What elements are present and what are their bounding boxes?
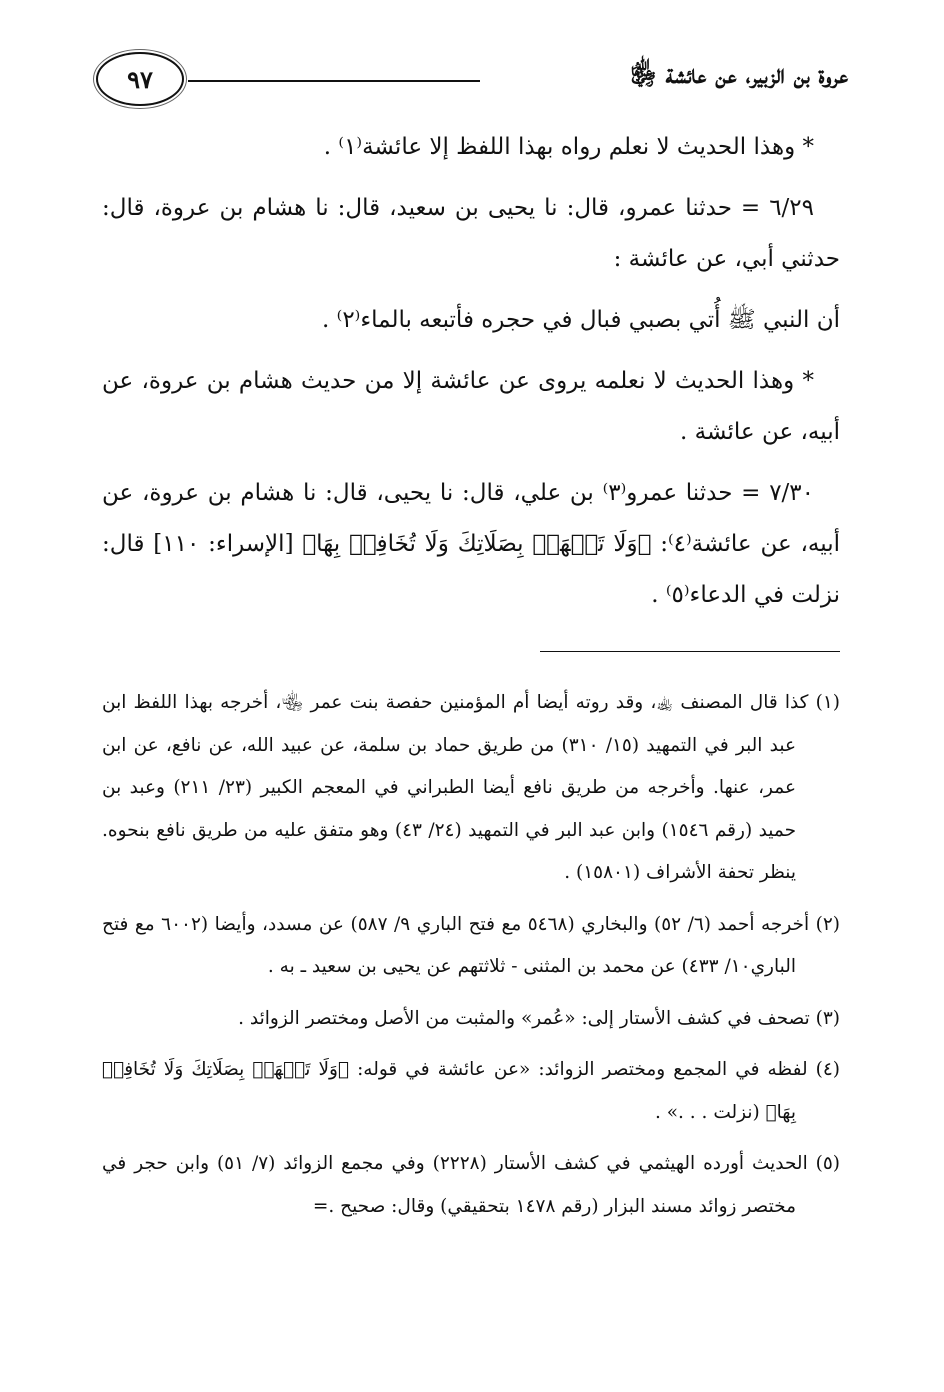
running-title: عروة بن الزبير، عن عائشة ﵂	[630, 60, 848, 90]
page-header	[96, 52, 848, 110]
main-text	[102, 122, 840, 631]
hadith-30: ٧/٣٠ = حدثنا عمرو⁽٣⁾ بن علي، قال: نا يحيى، قال: نا هشام بن عروة، عن أبيه، عن عائشة⁽٤⁾: ﴿وَلَا تَجۡهَرۡ بِصَلَاتِكَ وَلَا تُخَافِتۡ بِهَا﴾ [الإسراء: ١١٠] قال: نزلت في الدعاء⁽٥⁾ .	[102, 480, 840, 608]
paragraph-3: أن النبي ﷺ أُتي بصبي فبال في حجره فأتبعه بالماء⁽٢⁾ .	[322, 307, 840, 333]
footnote-4: (٤) لفظه في المجمع ومختصر الزوائد: «عن عائشة في قوله: ﴿وَلَا تَجۡهَرۡ بِصَلَاتِكَ وَلَا تُخَافِتۡ بِهَا﴾ (نزلت . . .» .	[102, 1059, 840, 1123]
footnote-1: (١) كذا قال المصنف ﵀، وقد روته أيضا أم المؤمنين حفصة بنت عمر ﵄، أخرجه بهذا اللفظ ابن عبد البر في التمهيد (١٥/ ٣١٠) من طريق حماد بن سلمة، عن عبيد الله، عن نافع، عن ابن عمر، عنها. وأخرجه من طريق نافع أيضا الطبراني في المعجم الكبير (٢٣/ ٢١١) وعبد بن حميد (رقم ١٥٤٦) وابن عبد البر في التمهيد (٢٤/ ٤٣) وهو متفق عليه من طريق نافع بنحوه. ينظر تحفة الأشراف (١٥٨٠١) .	[102, 692, 840, 883]
footnote-2: (٢) أخرجه أحمد (٦/ ٥٢) والبخاري (٥٤٦٨ مع فتح الباري ٩/ ٥٨٧) عن مسدد، وأيضا (٦٠٠٢ مع فتح الباري١٠/ ٤٣٣) عن محمد بن المثنى - ثلاثتهم عن يحيى بن سعيد ـ به .	[102, 913, 841, 977]
footnote-separator	[540, 651, 840, 652]
footnotes	[102, 682, 840, 1237]
footnote-3: (٣) تصحف في كشف الأستار إلى: «عُمر» والمثبت من الأصل ومختصر الزوائد .	[238, 1007, 840, 1029]
footnote-5: (٥) الحديث أورده الهيثمي في كشف الأستار (٢٢٢٨) وفي مجمع الزوائد (٧/ ٥١) وابن حجر في مختصر زوائد مسند البزار (رقم ١٤٧٨ بتحقيقي) وقال: صحيح .=	[102, 1153, 841, 1217]
header-rule	[188, 80, 480, 82]
hadith-29: ٦/٢٩ = حدثنا عمرو، قال: نا يحيى بن سعيد، قال: نا هشام بن عروة، قال: حدثني أبي، عن عائشة :	[102, 195, 840, 272]
page-number-badge: ٩٧	[96, 52, 184, 106]
paragraph-1: * وهذا الحديث لا نعلم رواه بهذا اللفظ إلا عائشة⁽١⁾ .	[323, 134, 814, 160]
paragraph-4: * وهذا الحديث لا نعلمه يروى عن عائشة إلا من حديث هشام بن عروة، عن أبيه، عن عائشة .	[102, 368, 840, 445]
